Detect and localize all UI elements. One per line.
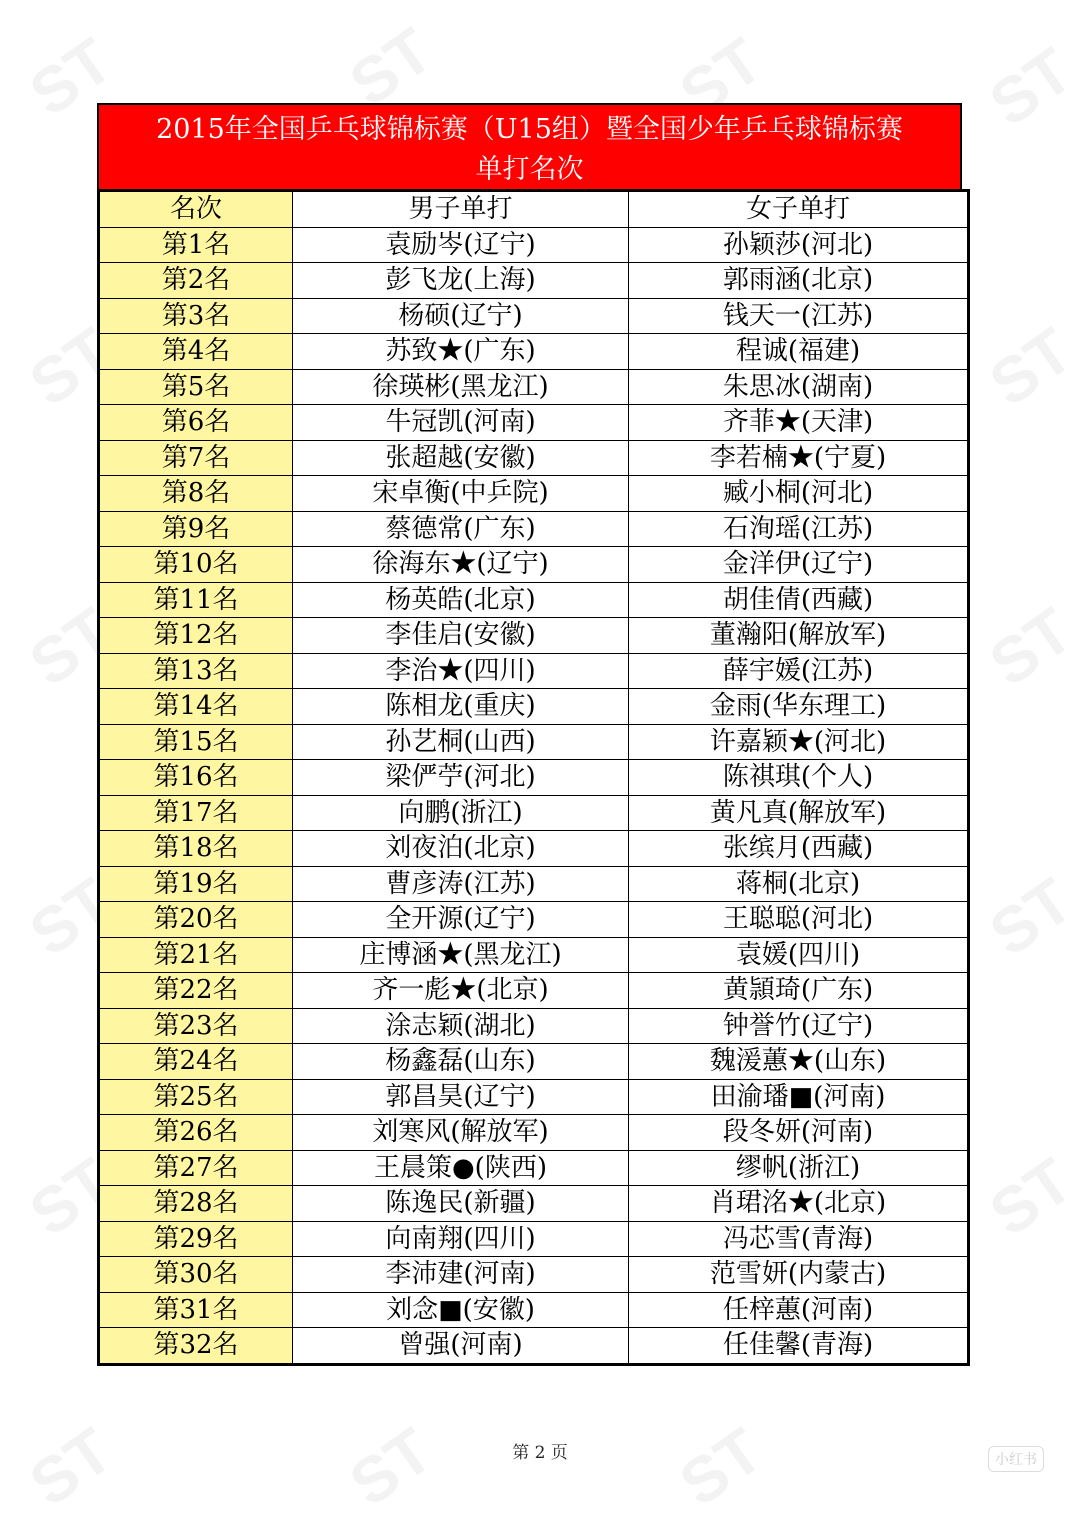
men-cell: 向南翔(四川) xyxy=(293,1221,629,1257)
rank-cell: 第32名 xyxy=(99,1328,293,1365)
rank-cell: 第11名 xyxy=(99,582,293,618)
rank-cell: 第17名 xyxy=(99,795,293,831)
table-row xyxy=(99,547,969,583)
women-cell: 胡佳倩(西藏) xyxy=(629,582,969,618)
rank-cell: 第31名 xyxy=(99,1292,293,1328)
men-cell: 徐瑛彬(黑龙江) xyxy=(293,369,629,405)
rank-cell: 第24名 xyxy=(99,1044,293,1080)
table-row xyxy=(99,1186,969,1222)
table-row xyxy=(99,902,969,938)
women-cell: 田渝璠■(河南) xyxy=(629,1079,969,1115)
men-cell: 曹彦涛(江苏) xyxy=(293,866,629,902)
rank-cell: 第26名 xyxy=(99,1115,293,1151)
table-row xyxy=(99,405,969,441)
men-cell: 李沛建(河南) xyxy=(293,1257,629,1293)
rank-cell: 第27名 xyxy=(99,1150,293,1186)
watermark xyxy=(976,33,1080,141)
title-bar xyxy=(97,103,962,189)
watermark xyxy=(16,1413,125,1521)
women-cell: 范雪妍(内蒙古) xyxy=(629,1257,969,1293)
table-row xyxy=(99,440,969,476)
watermark xyxy=(976,313,1080,421)
table-row xyxy=(99,1328,969,1365)
women-cell: 程诚(福建) xyxy=(629,334,969,370)
table-row xyxy=(99,1008,969,1044)
women-cell: 薛宇媛(江苏) xyxy=(629,653,969,689)
women-cell: 任梓蕙(河南) xyxy=(629,1292,969,1328)
table-row xyxy=(99,263,969,299)
rank-cell: 第12名 xyxy=(99,618,293,654)
women-cell: 郭雨涵(北京) xyxy=(629,263,969,299)
rank-cell: 第28名 xyxy=(99,1186,293,1222)
men-cell: 张超越(安徽) xyxy=(293,440,629,476)
women-cell: 王聪聪(河北) xyxy=(629,902,969,938)
men-cell: 彭飞龙(上海) xyxy=(293,263,629,299)
rank-cell: 第22名 xyxy=(99,973,293,1009)
table-row xyxy=(99,973,969,1009)
women-cell: 黄凡真(解放军) xyxy=(629,795,969,831)
men-cell: 郭昌昊(辽宁) xyxy=(293,1079,629,1115)
table-row xyxy=(99,582,969,618)
title-main: 2015年全国乒乓球锦标赛（U15组）暨全国少年乒乓球锦标赛 xyxy=(156,114,903,145)
table-row xyxy=(99,369,969,405)
table-row xyxy=(99,1079,969,1115)
rankings-body xyxy=(99,227,969,1364)
women-cell: 董瀚阳(解放军) xyxy=(629,618,969,654)
women-cell: 许嘉颖★(河北) xyxy=(629,724,969,760)
header-men: 男子单打 xyxy=(293,191,629,228)
rank-cell: 第20名 xyxy=(99,902,293,938)
men-cell: 杨鑫磊(山东) xyxy=(293,1044,629,1080)
men-cell: 孙艺桐(山西) xyxy=(293,724,629,760)
men-cell: 全开源(辽宁) xyxy=(293,902,629,938)
table-row xyxy=(99,653,969,689)
title-sub: 单打名次 xyxy=(475,154,584,185)
rank-cell: 第13名 xyxy=(99,653,293,689)
men-cell: 宋卓衡(中乒院) xyxy=(293,476,629,512)
women-cell: 任佳馨(青海) xyxy=(629,1328,969,1365)
women-cell: 孙颖莎(河北) xyxy=(629,227,969,263)
men-cell: 苏致★(广东) xyxy=(293,334,629,370)
men-cell: 涂志颖(湖北) xyxy=(293,1008,629,1044)
rank-cell: 第23名 xyxy=(99,1008,293,1044)
watermark xyxy=(336,1413,445,1521)
women-cell: 齐菲★(天津) xyxy=(629,405,969,441)
women-cell: 冯芯雪(青海) xyxy=(629,1221,969,1257)
rank-cell: 第19名 xyxy=(99,866,293,902)
table-row xyxy=(99,511,969,547)
rank-cell: 第2名 xyxy=(99,263,293,299)
rank-cell: 第15名 xyxy=(99,724,293,760)
brand-logo: 小红书 xyxy=(988,1446,1044,1472)
header-row xyxy=(99,191,969,228)
header-women: 女子单打 xyxy=(629,191,969,228)
men-cell: 梁俨苧(河北) xyxy=(293,760,629,796)
men-cell: 蔡德常(广东) xyxy=(293,511,629,547)
rank-cell: 第21名 xyxy=(99,937,293,973)
men-cell: 刘念■(安徽) xyxy=(293,1292,629,1328)
table-row xyxy=(99,1044,969,1080)
table-row xyxy=(99,937,969,973)
men-cell: 徐海东★(辽宁) xyxy=(293,547,629,583)
table-row xyxy=(99,795,969,831)
men-cell: 陈逸民(新疆) xyxy=(293,1186,629,1222)
rank-cell: 第10名 xyxy=(99,547,293,583)
table-row xyxy=(99,1221,969,1257)
rank-cell: 第7名 xyxy=(99,440,293,476)
men-cell: 刘夜泊(北京) xyxy=(293,831,629,867)
rank-cell: 第3名 xyxy=(99,298,293,334)
men-cell: 杨英皓(北京) xyxy=(293,582,629,618)
women-cell: 段冬妍(河南) xyxy=(629,1115,969,1151)
watermark xyxy=(666,1413,775,1521)
rankings-table xyxy=(97,189,970,1366)
results-sheet xyxy=(97,103,962,1366)
women-cell: 张缤月(西藏) xyxy=(629,831,969,867)
women-cell: 金洋伊(辽宁) xyxy=(629,547,969,583)
men-cell: 向鹏(浙江) xyxy=(293,795,629,831)
rank-cell: 第4名 xyxy=(99,334,293,370)
table-row xyxy=(99,334,969,370)
rank-cell: 第14名 xyxy=(99,689,293,725)
watermark xyxy=(976,593,1080,701)
rank-cell: 第18名 xyxy=(99,831,293,867)
women-cell: 钟誉竹(辽宁) xyxy=(629,1008,969,1044)
watermark xyxy=(976,863,1080,971)
men-cell: 刘寒风(解放军) xyxy=(293,1115,629,1151)
rank-cell: 第8名 xyxy=(99,476,293,512)
table-row xyxy=(99,476,969,512)
men-cell: 陈相龙(重庆) xyxy=(293,689,629,725)
rank-cell: 第1名 xyxy=(99,227,293,263)
men-cell: 曾强(河南) xyxy=(293,1328,629,1365)
rank-cell: 第30名 xyxy=(99,1257,293,1293)
table-row xyxy=(99,724,969,760)
women-cell: 黄頴琦(广东) xyxy=(629,973,969,1009)
table-row xyxy=(99,1150,969,1186)
women-cell: 石洵瑶(江苏) xyxy=(629,511,969,547)
rank-cell: 第25名 xyxy=(99,1079,293,1115)
women-cell: 陈祺琪(个人) xyxy=(629,760,969,796)
table-row xyxy=(99,866,969,902)
women-cell: 钱天一(江苏) xyxy=(629,298,969,334)
header-rank: 名次 xyxy=(99,191,293,228)
table-row xyxy=(99,831,969,867)
page-number: 第 2 页 xyxy=(512,1443,568,1463)
men-cell: 李佳启(安徽) xyxy=(293,618,629,654)
rank-cell: 第16名 xyxy=(99,760,293,796)
men-cell: 李治★(四川) xyxy=(293,653,629,689)
table-row xyxy=(99,1292,969,1328)
men-cell: 杨硕(辽宁) xyxy=(293,298,629,334)
table-row xyxy=(99,618,969,654)
men-cell: 王晨策●(陕西) xyxy=(293,1150,629,1186)
women-cell: 蒋桐(北京) xyxy=(629,866,969,902)
table-row xyxy=(99,298,969,334)
women-cell: 袁媛(四川) xyxy=(629,937,969,973)
women-cell: 金雨(华东理工) xyxy=(629,689,969,725)
women-cell: 肖珺洺★(北京) xyxy=(629,1186,969,1222)
table-row xyxy=(99,760,969,796)
men-cell: 牛冠凯(河南) xyxy=(293,405,629,441)
table-row xyxy=(99,1115,969,1151)
women-cell: 缪帆(浙江) xyxy=(629,1150,969,1186)
men-cell: 袁励岑(辽宁) xyxy=(293,227,629,263)
rank-cell: 第9名 xyxy=(99,511,293,547)
table-row xyxy=(99,227,969,263)
women-cell: 臧小桐(河北) xyxy=(629,476,969,512)
rank-cell: 第6名 xyxy=(99,405,293,441)
women-cell: 朱思冰(湖南) xyxy=(629,369,969,405)
table-row xyxy=(99,1257,969,1293)
rank-cell: 第5名 xyxy=(99,369,293,405)
watermark xyxy=(976,1143,1080,1251)
rank-cell: 第29名 xyxy=(99,1221,293,1257)
table-row xyxy=(99,689,969,725)
men-cell: 齐一彪★(北京) xyxy=(293,973,629,1009)
women-cell: 魏湲蕙★(山东) xyxy=(629,1044,969,1080)
women-cell: 李若楠★(宁夏) xyxy=(629,440,969,476)
men-cell: 庄博涵★(黑龙江) xyxy=(293,937,629,973)
